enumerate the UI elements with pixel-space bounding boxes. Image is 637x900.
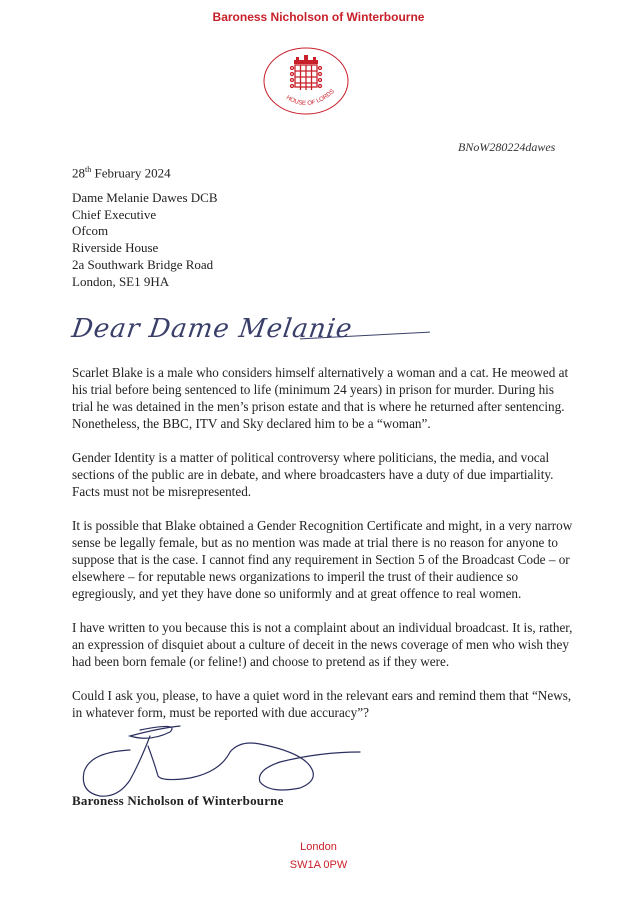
recipient-address (72, 190, 218, 290)
text-line: in whatever form, must be reported with due accuracy”? (72, 705, 369, 720)
text-line: an expression of disquiet about a culture of deceit in the news coverage of men who wish they (72, 637, 569, 652)
address-line: Ofcom (72, 223, 109, 239)
address-line: London, SE1 9HA (72, 273, 170, 289)
text-line: egregiously, and yet they have done so uniformly and at great offence to real women. (72, 586, 522, 601)
date-suffix: th (85, 165, 92, 174)
text-line: Facts must not be misrepresented. (72, 484, 252, 499)
text-line: I have written to you because this is not a complaint about an individual broadcast. It is, rather, (72, 620, 573, 635)
text-line: his trial before being sentenced to life (minimum 24 years) in prison for murder. During his (72, 382, 554, 397)
date-month-year: February 2024 (91, 165, 171, 181)
address-line: Dame Melanie Dawes DCB (72, 190, 218, 205)
svg-text:HOUSE OF LORDS: HOUSE OF LORDS (284, 88, 336, 108)
signatory-name: Baroness Nicholson of Winterbourne (72, 793, 284, 808)
text-line: trial he was detained in the men’s prison estate and that is where he returned after sentencing. (72, 399, 565, 414)
text-line: Scarlet Blake is a male who considers himself alternatively a woman and a cat. He meowed at (72, 365, 569, 380)
text-line: Could I ask you, please, to have a quiet word in the relevant ears and remind them that “News, (72, 688, 572, 703)
text-line: sections of the public are in debate, and where broadcasters have a duty of due impartiality. (72, 467, 554, 482)
paragraph (72, 619, 572, 670)
date-day: 28 (72, 165, 85, 181)
footer-address (0, 838, 637, 874)
house-of-lords-logo (262, 46, 350, 116)
address-line: Riverside House (72, 240, 159, 256)
paragraph (72, 517, 572, 602)
letterhead-name: Baroness Nicholson of Winterbourne (212, 10, 425, 24)
paragraph (72, 687, 571, 721)
text-line: Nonetheless, the BBC, ITV and Sky declared him to be a “woman”. (72, 416, 431, 431)
address-line: Chief Executive (72, 206, 157, 222)
paragraph (72, 364, 568, 432)
text-line: suppose that is the case. I cannot find any requirement in Section 5 of the Broadcast Code – or (72, 552, 570, 567)
text-line: It is possible that Blake obtained a Gender Recognition Certificate and might, in a very narrow (72, 518, 573, 533)
letter-date (72, 165, 171, 181)
text-line: had been born female (or feline!) and choose to pretend as if they were. (72, 654, 450, 669)
text-line: elsewhere – for reputable news organizations to imperil the trust of their audience so (72, 569, 519, 584)
text-line: Gender Identity is a matter of political controversy where politicians, the media, and vocal (72, 450, 550, 465)
footer-city: London (300, 841, 337, 853)
footer-postcode: SW1A 0PW (289, 859, 348, 871)
handwritten-salutation: Dear Dame Melanie (69, 314, 355, 344)
handwritten-signature (70, 722, 370, 802)
text-line: sense be legally female, but as no mention was made at trial there is no reason for anyone to (72, 535, 558, 550)
address-line: 2a Southwark Bridge Road (72, 256, 214, 272)
paragraph (72, 449, 553, 500)
reference-number: BNoW280224dawes (458, 140, 556, 154)
